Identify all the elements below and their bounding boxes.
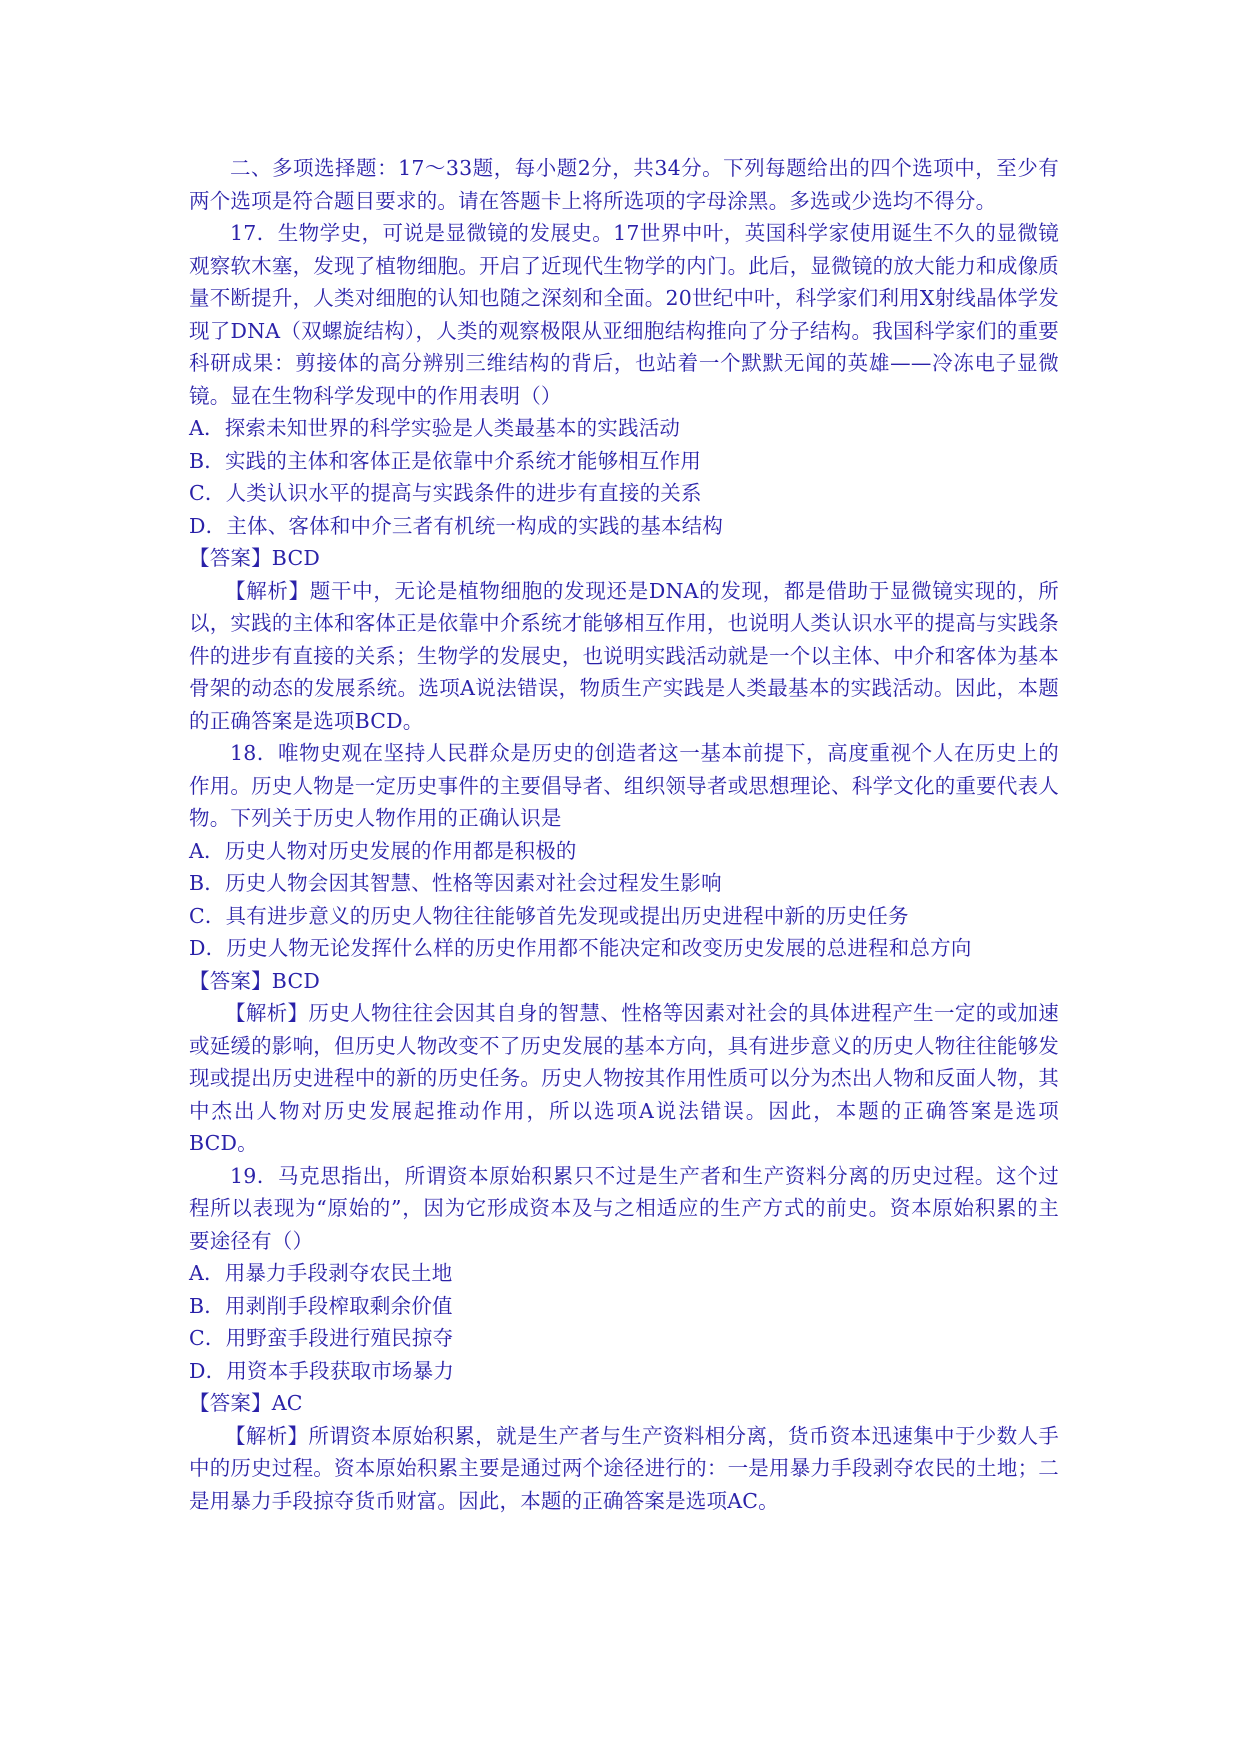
question-19-option-b: B．用剥削手段榨取剩余价值 [189,1293,453,1318]
question-17-option-b: B．实践的主体和客体正是依靠中介系统才能够相互作用 [189,448,702,473]
question-18-answer: 【答案】BCD [189,968,320,993]
question-17-option-c: C．人类认识水平的提高与实践条件的进步有直接的关系 [189,481,702,505]
question-19-option-d: D．用资本手段获取市场暴力 [189,1358,455,1383]
question-17-stem: 17．生物学史，可说是显微镜的发展史。17世界中叶，英国科学家使用诞生不久的显微镜观察软木塞，发现了植物细胞。开启了近现代生物学的内门。此后，显微镜的放大能力和成像质量不断提升，人类对细胞的认知也随之深刻和全面。20世纪中叶，科学家们利用X射线晶体学发现了DNA（双螺旋结构），人类的观察极限从亚细胞结构推向了分子结构。我国科学家们的重要科研成果：剪接体的高分辨别三维结构的背后，也站着一个默默无闻的英雄——冷冻电子显微镜。显在生物科学发现中的作用表明（） [189,221,1059,408]
question-17-answer: 【答案】BCD [189,546,320,570]
question-19-option-c: C．用野蛮手段进行殖民掠夺 [189,1326,454,1350]
question-18-stem: 18．唯物史观在坚持人民群众是历史的创造者这一基本前提下，高度重视个人在历史上的作用。历史人物是一定历史事件的主要倡导者、组织领导者或思想理论、科学文化的重要代表人物。下列关于历史人物作用的正确认识是 [189,741,1059,830]
document-page [189,152,1059,1517]
question-17-explanation: 【解析】题干中，无论是植物细胞的发现还是DNA的发现，都是借助于显微镜实现的，所以，实践的主体和客体正是依靠中介系统才能够相互作用，也说明人类认识水平的提高与实践条件的进步有直接的关系；生物学的发展史，也说明实践活动就是一个以主体、中介和客体为基本骨架的动态的发展系统。选项A说法错误，物质生产实践是人类最基本的实践活动。因此，本题的正确答案是选项BCD。 [189,578,1059,733]
section-intro: 二、多项选择题：17～33题，每小题2分，共34分。下列每题给出的四个选项中，至少有两个选项是符合题目要求的。请在答题卡上将所选项的字母涂黑。多选或少选均不得分。 [189,156,1059,213]
question-18-option-a: A．历史人物对历史发展的作用都是积极的 [189,838,577,863]
question-19-answer: 【答案】AC [189,1391,303,1415]
question-19-option-a: A．用暴力手段剥夺农民土地 [189,1261,453,1285]
question-18-explanation: 【解析】历史人物往往会因其自身的智慧、性格等因素对社会的具体进程产生一定的或加速或延缓的影响，但历史人物改变不了历史发展的基本方向，具有进步意义的历史人物往往能够发现或提出历史进程中的新的历史任务。历史人物按其作用性质可以分为杰出人物和反面人物，其中杰出人物对历史发展起推动作用，所以选项A说法错误。因此，本题的正确答案是选项BCD。 [189,1001,1059,1155]
question-18-option-d: D．历史人物无论发挥什么样的历史作用都不能决定和改变历史发展的总进程和总方向 [189,936,972,960]
question-17-option-a: A．探索未知世界的科学实验是人类最基本的实践活动 [189,416,681,440]
question-19-stem: 19．马克思指出，所谓资本原始积累只不过是生产者和生产资料分离的历史过程。这个过程所以表现为“原始的”，因为它形成资本及与之相适应的生产方式的前史。资本原始积累的主要途径有（） [189,1163,1059,1253]
question-18-option-b: B．历史人物会因其智慧、性格等因素对社会过程发生影响 [189,871,722,895]
question-18-option-c: C．具有进步意义的历史人物往往能够首先发现或提出历史进程中新的历史任务 [189,903,909,928]
question-19-explanation: 【解析】所谓资本原始积累，就是生产者与生产资料相分离，货币资本迅速集中于少数人手中的历史过程。资本原始积累主要是通过两个途径进行的：一是用暴力手段剥夺农民的土地；二是用暴力手段掠夺货币财富。因此，本题的正确答案是选项AC。 [189,1423,1059,1513]
question-17-option-d: D．主体、客体和中介三者有机统一构成的实践的基本结构 [189,513,724,538]
